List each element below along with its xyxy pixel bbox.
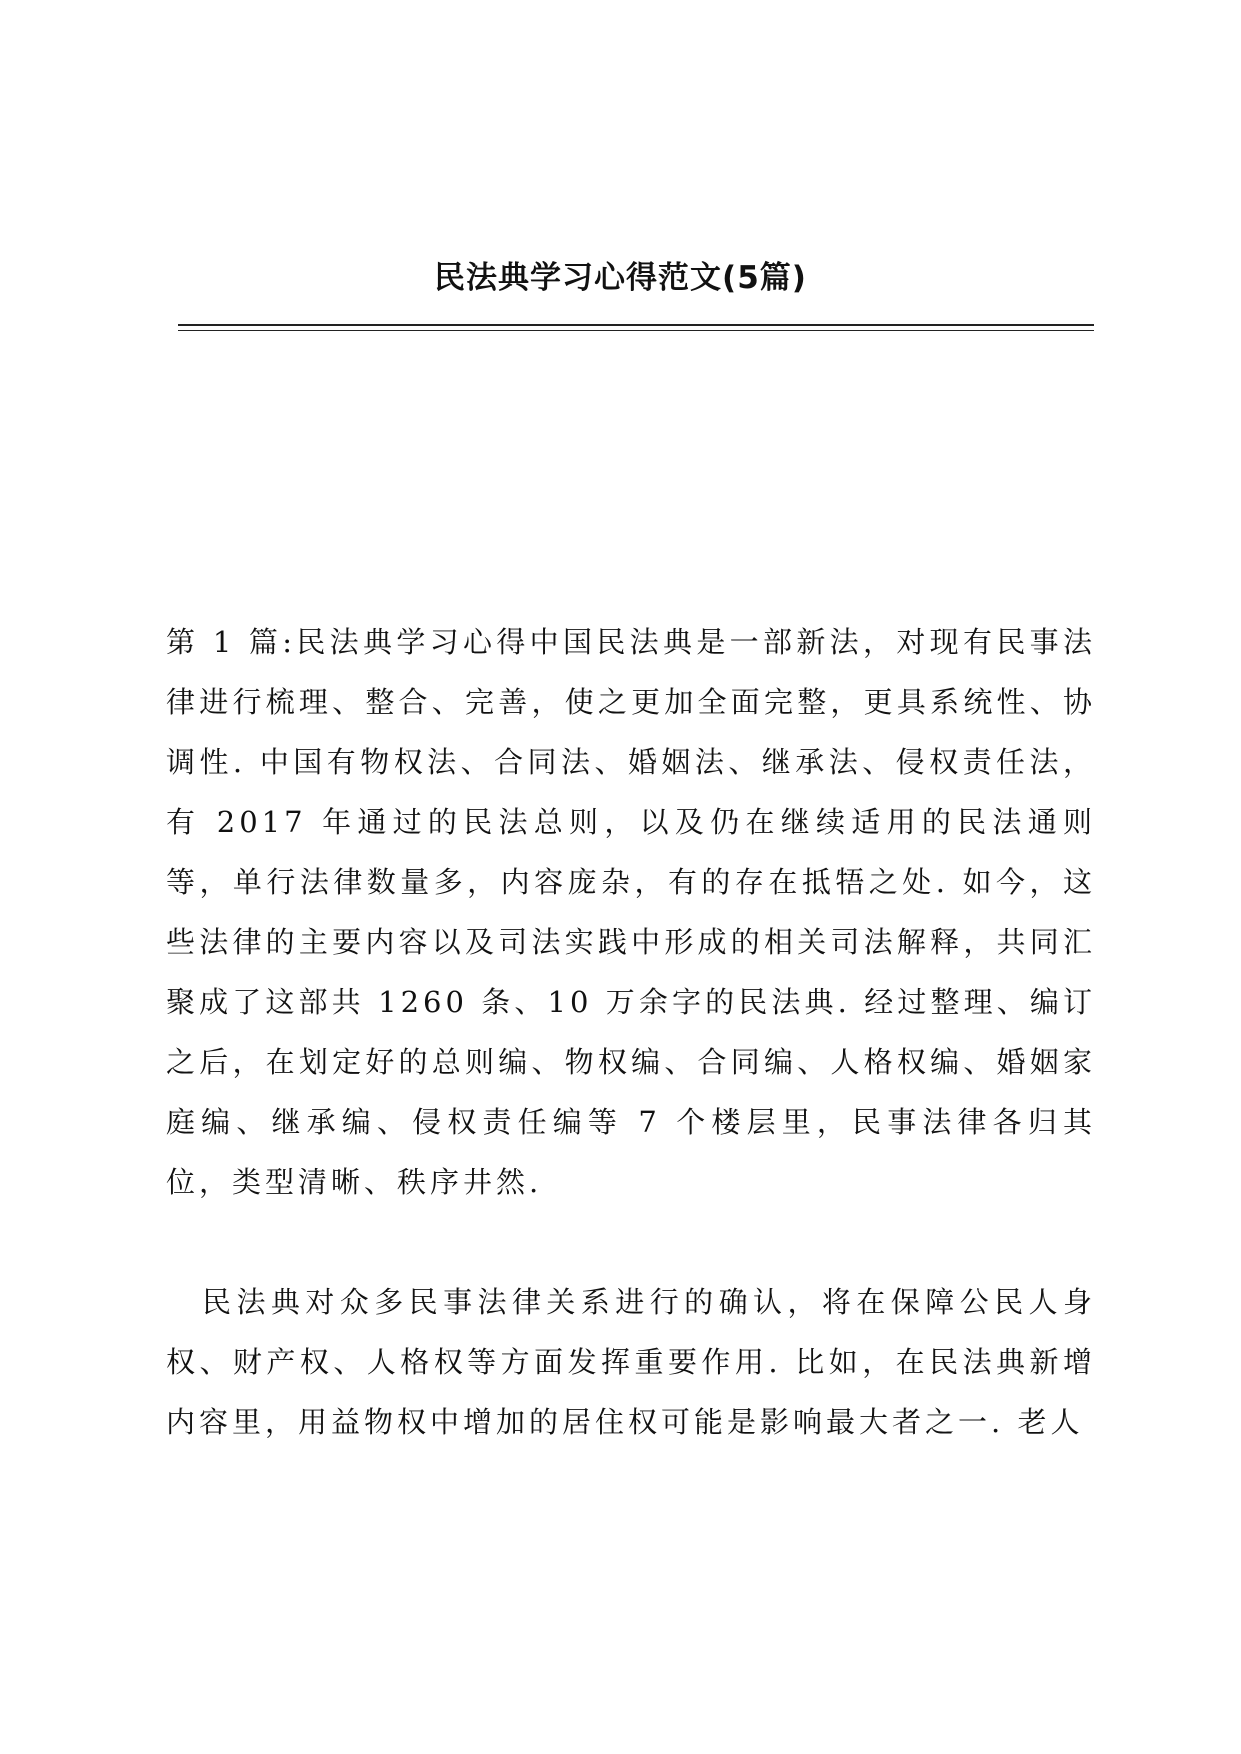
document-title: 民法典学习心得范文(5篇): [434, 260, 807, 296]
paragraph-1: 第 1 篇:民法典学习心得中国民法典是一部新法，对现有民事法律进行梳理、整合、完善，使之更加全面完整，更具系统性、协调性. 中国有物权法、合同法、婚姻法、继承法、侵权责任法，有 2017 年通过的民法总则，以及仍在继续适用的民法通则等，单行法律数量多，内容庞杂，有的存在抵牾之处. 如今，这些法律的主要内容以及司法实践中形成的相关司法解释，共同汇聚成了这部共 1260 条、10 万余字的民法典. 经过整理、编订之后，在划定好的总则编、物权编、合同编、人格权编、婚姻家庭编、继承编、侵权责任编等 7 个楼层里，民事法律各归其位，类型清晰、秩序井然.: [166, 625, 1096, 1199]
document-body: [166, 612, 1096, 1452]
paragraph-2: 民法典对众多民事法律关系进行的确认，将在保障公民人身权、财产权、人格权等方面发挥重要作用. 比如，在民法典新增内容里，用益物权中增加的居住权可能是影响最大者之一. 老人: [166, 1285, 1096, 1439]
title-divider: [178, 324, 1094, 331]
